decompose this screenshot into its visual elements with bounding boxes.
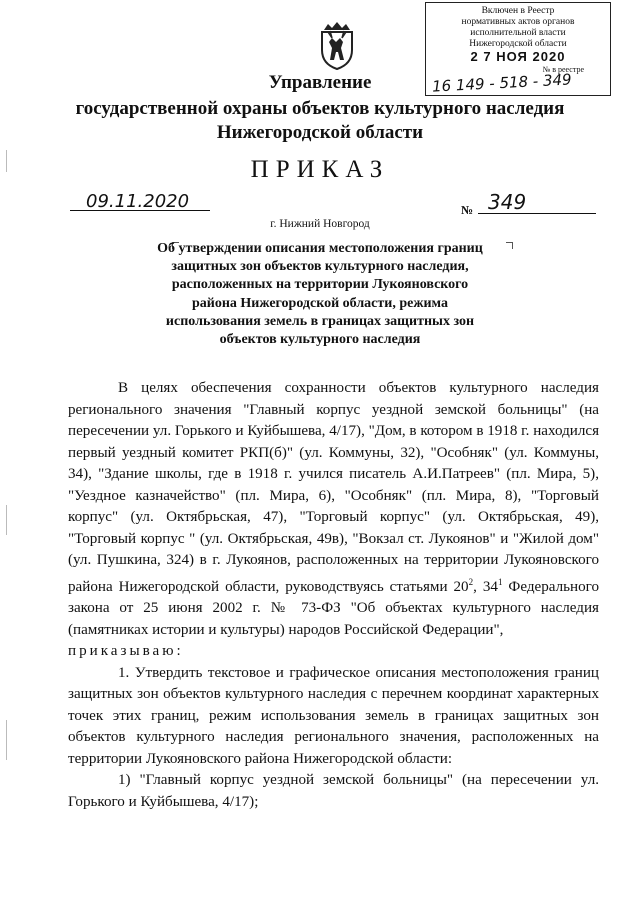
number-label: № [461, 203, 474, 217]
stamp-date: 2 7 НОЯ 2020 [470, 49, 566, 64]
preamble-text: , 34 [473, 578, 498, 595]
stamp-reg-label: № в реестре [542, 65, 584, 74]
stamp-reg-number: 16 149 - 518 - 349 [431, 70, 573, 96]
preamble-text: В целях обеспечения сохранности объектов культурного наследия регионального значения "Главный корпус уездной земской больницы" (на пересечении ул. Горького и Куйбышева, 4/17), "Дом, в котором в 1918 г. находился первый уездный комитет РКП(б)" (ул. Коммуны, 32), "Особняк" (ул. Коммуны, 34), "Здание школы, где в 1918 г. учился писатель А.И.Патреев" (пл. Мира, 5), "Уездное казначейство" (пл. Мира, 6), "Особняк" (пл. Мира, 8), "Торговый корпус" (ул. Октябрьская, 47), "Торговый корпус" (ул. Октябрьская, 49), "Торговый корпус " (ул. Октябрьская, 49в), "Вокзал ст. Лукоянов" и "Жилой дом" (ул. Пушкина, 324) в г. Лукоянов, расположенных на территории Лукояновского района Нижегородской области, руководствуясь статьями 20 [68, 380, 600, 595]
coat-of-arms-icon [316, 20, 358, 70]
document-type: ПРИКАЗ [250, 156, 390, 183]
article-superscript: 2 [468, 576, 474, 587]
order-word-paragraph [68, 641, 599, 663]
organization-name: государственной охраны объектов культурного наследия [75, 98, 565, 119]
organization-name: Управление [268, 72, 372, 93]
stamp-line: Нижегородской области [469, 39, 567, 49]
stamp-line: исполнительной власти [470, 28, 566, 38]
order-body [68, 378, 599, 813]
order-word: приказываю: [68, 643, 184, 660]
preamble-text: Федерального закона от 25 июня 2002 г. № 73-ФЗ "Об объектах культурного наследия (памятниках истории и культуры) народов Российской Федерации", [68, 578, 599, 638]
organization-region: Нижегородской области [216, 122, 424, 143]
scan-mark [6, 505, 7, 535]
preamble-paragraph [68, 378, 599, 641]
stamp-line: Включен в Реестр [481, 6, 555, 16]
scan-mark [6, 720, 7, 760]
title-corner-mark [506, 242, 513, 249]
article-superscript: 1 [497, 576, 503, 587]
city: г. Нижний Новгород [270, 218, 370, 230]
order-number: 349 [488, 190, 527, 214]
number-underline [478, 213, 596, 214]
order-title: Об утверждении описания местоположения границ защитных зон объектов культурного наследия, расположенных на территории Лукояновского района Нижегородской области, режима использования земель в границах защитных зон объектов культурного наследия [157, 241, 483, 348]
order-date: 09.11.2020 [86, 191, 190, 212]
date-underline [70, 210, 210, 211]
item-1-1-paragraph: 1) "Главный корпус уездной земской больницы" (на пересечении ул. Горького и Куйбышева, 4/17); [68, 772, 599, 810]
stamp-line: нормативных актов органов [461, 17, 575, 27]
item-1-paragraph: 1. Утвердить текстовое и графическое описания местоположения границ защитных зон объектов культурного наследия с перечнем координат характерных точек этих границ, режим использования земель в границах защитных зон объектов культурного наследия регионального значения, расположенных на территории Лукояновского района Нижегородской области: [68, 664, 599, 767]
